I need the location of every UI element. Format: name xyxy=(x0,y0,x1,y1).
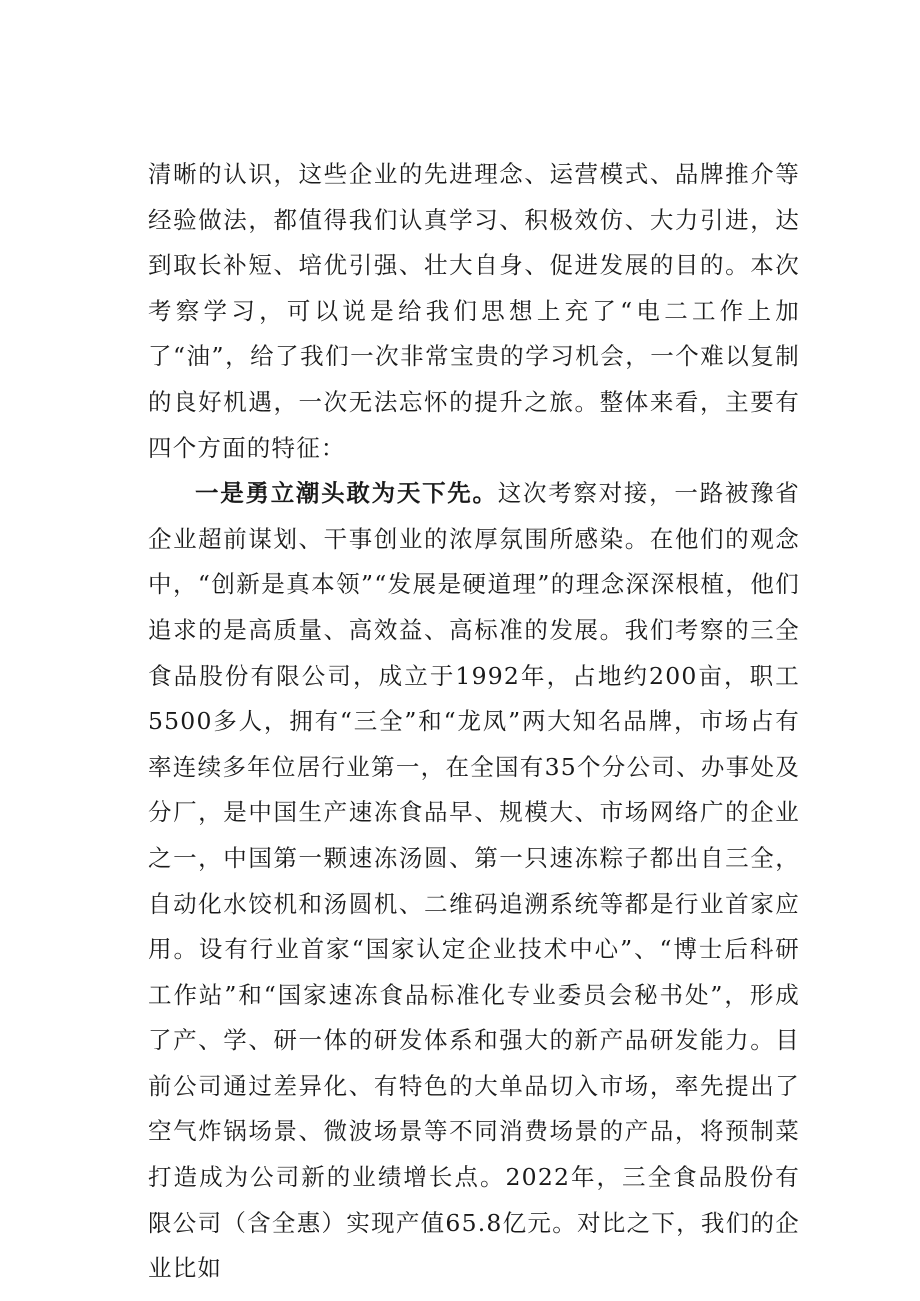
paragraph-2-body: 这次考察对接，一路被豫省企业超前谋划、干事创业的浓厚氛围所感染。在他们的观念中，“创新是真本领”“发展是硬道理”的理念深深根植，他们追求的是高质量、高效益、高标准的发展。我们考察的三全食品股份有限公司，成立于1992年，占地约200亩，职工5500多人，拥有“三全”和“龙凤”两大知名品牌，市场占有率连续多年位居行业第一，在全国有35个分公司、办事处及分厂，是中国生产速冻食品早、规模大、市场网络广的企业之一，中国第一颗速冻汤圆、第一只速冻粽子都出自三全，自动化水饺机和汤圆机、二维码追溯系统等都是行业首家应用。设有行业首家“国家认定企业技术中心”、“博士后科研工作站”和“国家速冻食品标准化专业委员会秘书处”，形成了产、学、研一体的研发体系和强大的新产品研发能力。目前公司通过差异化、有特色的大单品切入市场，率先提出了空气炸锅场景、微波场景等不同消费场景的产品，将预制菜打造成为公司新的业绩增长点。2022年，三全食品股份有限公司（含全惠）实现产值65.8亿元。对比之下，我们的企业比如 xyxy=(148,479,800,1283)
paragraph-1-text: 清晰的认识，这些企业的先进理念、运营模式、品牌推介等经验做法，都值得我们认真学习、积极效仿、大力引进，达到取长补短、培优引强、壮大自身、促进发展的目的。本次考察学习，可以说是给我们思想上充了“电二工作上加了“油”，给了我们一次非常宝贵的学习机会，一个难以复制的良好机遇，一次无法忘怀的提升之旅。整体来看，主要有四个方面的特征： xyxy=(148,160,800,462)
paragraph-feature-one xyxy=(148,471,800,1292)
paragraph-continued xyxy=(148,152,800,471)
paragraph-2-lead: 一是勇立潮头敢为天下先。 xyxy=(195,479,498,508)
document-body xyxy=(148,152,800,1292)
